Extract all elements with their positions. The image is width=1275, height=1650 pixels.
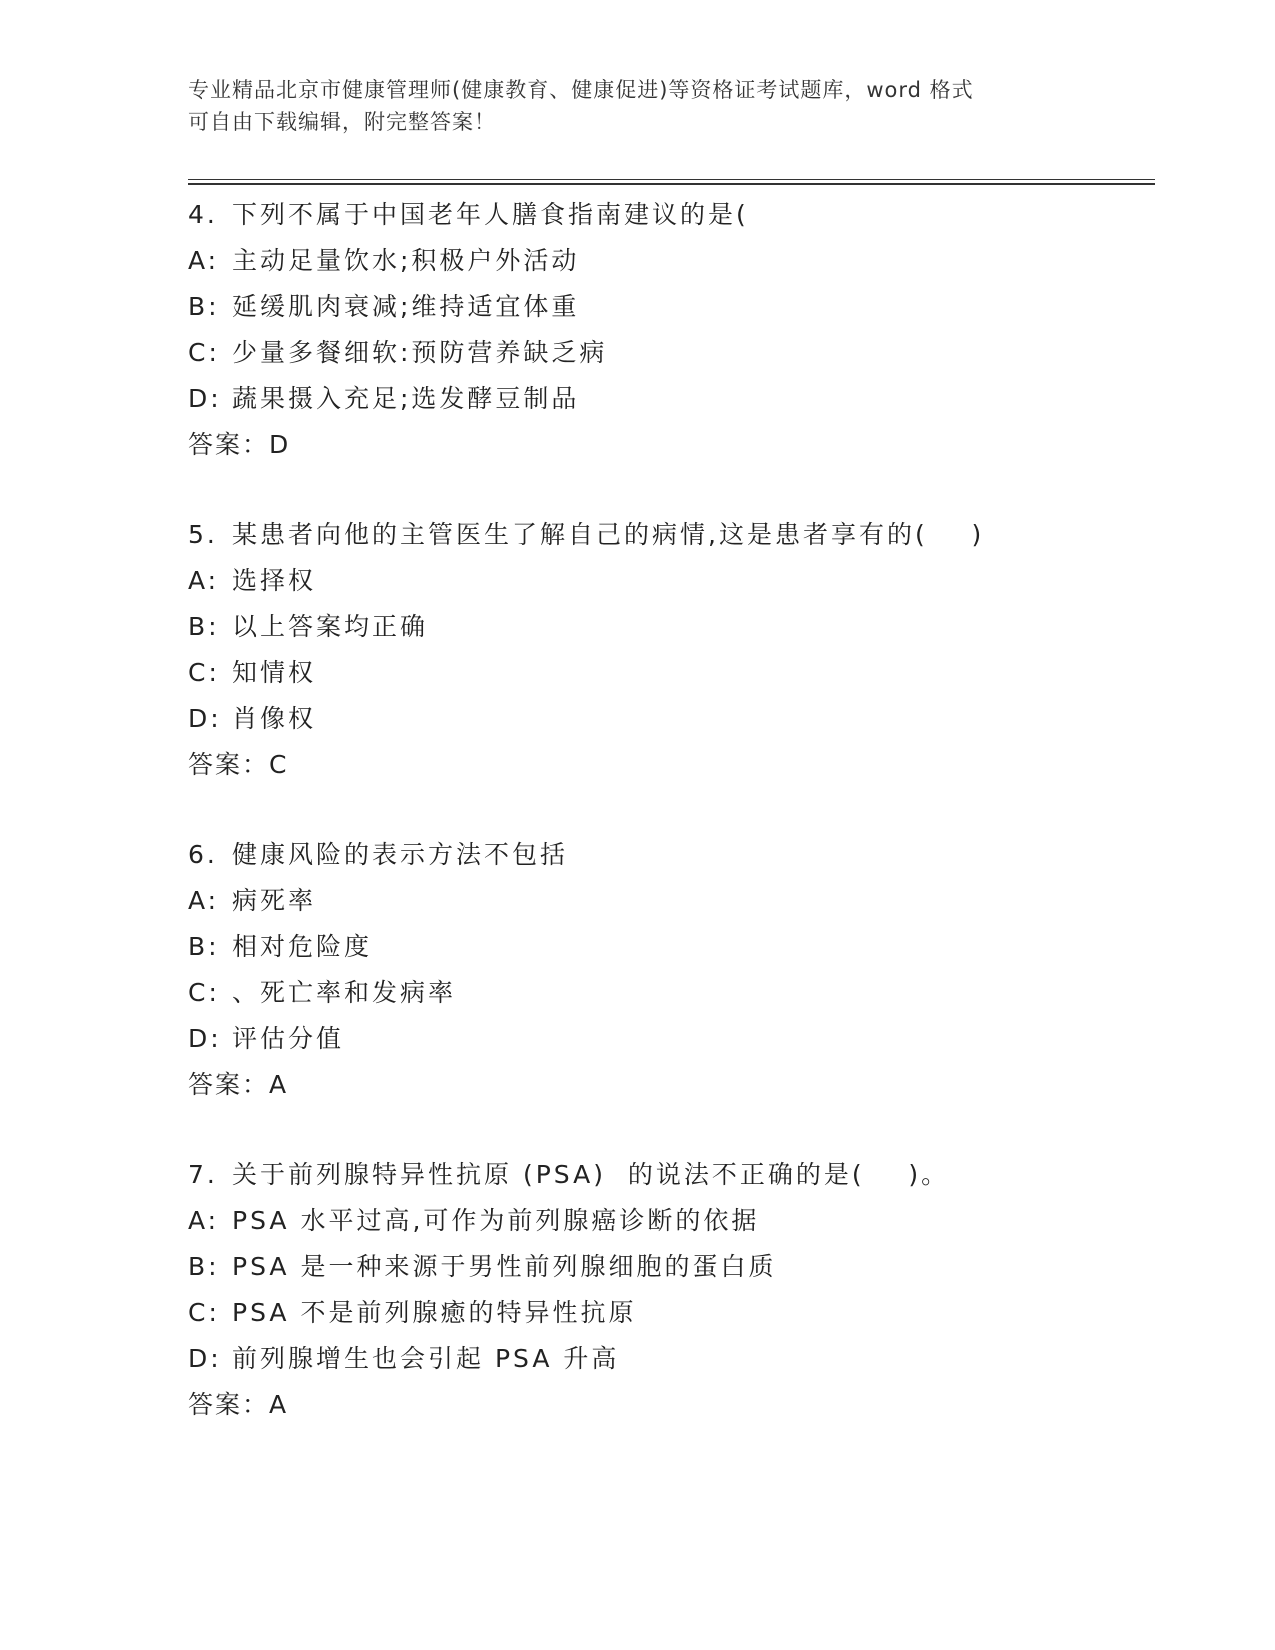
option-text: 选择权: [232, 566, 317, 595]
answer-line: [188, 422, 1148, 468]
option-a: [188, 1198, 1148, 1244]
option-letter: B:: [188, 292, 220, 321]
option-b: [188, 924, 1148, 970]
option-letter: B:: [188, 1252, 220, 1281]
answer-label: 答案：: [188, 1390, 270, 1419]
option-text: 知情权: [232, 658, 317, 687]
option-a: [188, 878, 1148, 924]
option-text: 蔬果摄入充足;选发酵豆制品: [232, 384, 580, 413]
option-text: 前列腺增生也会引起 PSA 升高: [232, 1344, 620, 1373]
option-letter: B:: [188, 932, 220, 961]
answer-line: [188, 1382, 1148, 1428]
option-d: [188, 1016, 1148, 1062]
question-item: [188, 1152, 1148, 1428]
answer-line: [188, 1062, 1148, 1108]
option-letter: D:: [188, 384, 222, 413]
option-text: 相对危险度: [232, 932, 373, 961]
question-stem: [188, 192, 1148, 238]
option-letter: A:: [188, 886, 220, 915]
question-number: 7.: [188, 1160, 218, 1189]
option-text: PSA 不是前列腺癒的特异性抗原: [232, 1298, 637, 1327]
answer-value: C: [269, 750, 287, 779]
option-b: [188, 604, 1148, 650]
option-d: [188, 376, 1148, 422]
question-item: [188, 512, 1148, 788]
option-text: 延缓肌肉衰减;维持适宜体重: [232, 292, 580, 321]
question-text: 关于前列腺特异性抗原 (PSA) 的说法不正确的是( )。: [232, 1160, 950, 1189]
option-a: [188, 558, 1148, 604]
header-divider-thin: [188, 179, 1155, 180]
option-text: PSA 是一种来源于男性前列腺细胞的蛋白质: [232, 1252, 777, 1281]
option-text: 少量多餐细软:预防营养缺乏病: [232, 338, 608, 367]
header-divider-thick: [188, 183, 1155, 185]
answer-value: A: [269, 1390, 287, 1419]
option-a: [188, 238, 1148, 284]
question-text: 下列不属于中国老年人膳食指南建议的是(: [232, 200, 749, 229]
question-text: 某患者向他的主管医生了解自己的病情,这是患者享有的( ): [232, 520, 985, 549]
answer-label: 答案：: [188, 430, 270, 459]
option-letter: D:: [188, 1344, 222, 1373]
option-letter: A:: [188, 566, 220, 595]
option-text: PSA 水平过高,可作为前列腺癌诊断的依据: [232, 1206, 760, 1235]
question-item: [188, 832, 1148, 1108]
option-letter: C:: [188, 338, 220, 367]
option-text: 病死率: [232, 886, 317, 915]
option-letter: D:: [188, 1024, 222, 1053]
question-list: [188, 192, 1148, 1472]
option-letter: C:: [188, 658, 220, 687]
option-letter: C:: [188, 978, 220, 1007]
option-letter: A:: [188, 246, 220, 275]
header-line-1: 专业精品北京市健康管理师(健康教育、健康促进)等资格证考试题库，word 格式: [188, 78, 974, 102]
option-text: 评估分值: [232, 1024, 345, 1053]
question-number: 5.: [188, 520, 218, 549]
option-b: [188, 1244, 1148, 1290]
header-line-2: 可自由下载编辑，附完整答案！: [188, 110, 496, 134]
option-text: 肖像权: [232, 704, 317, 733]
answer-line: [188, 742, 1148, 788]
option-b: [188, 284, 1148, 330]
option-text: 主动足量饮水;积极户外活动: [232, 246, 580, 275]
question-stem: [188, 832, 1148, 878]
question-number: 4.: [188, 200, 218, 229]
option-c: [188, 1290, 1148, 1336]
question-number: 6.: [188, 840, 218, 869]
document-header: [188, 74, 1088, 138]
answer-label: 答案：: [188, 750, 270, 779]
question-stem: [188, 1152, 1148, 1198]
option-text: 、死亡率和发病率: [232, 978, 457, 1007]
question-item: [188, 192, 1148, 468]
question-text: 健康风险的表示方法不包括: [232, 840, 569, 869]
option-text: 以上答案均正确: [232, 612, 429, 641]
question-stem: [188, 512, 1148, 558]
option-c: [188, 330, 1148, 376]
option-letter: D:: [188, 704, 222, 733]
answer-value: A: [269, 1070, 287, 1099]
option-letter: A:: [188, 1206, 220, 1235]
option-d: [188, 1336, 1148, 1382]
option-letter: B:: [188, 612, 220, 641]
answer-label: 答案：: [188, 1070, 270, 1099]
answer-value: D: [269, 430, 289, 459]
option-c: [188, 970, 1148, 1016]
option-letter: C:: [188, 1298, 220, 1327]
option-c: [188, 650, 1148, 696]
option-d: [188, 696, 1148, 742]
